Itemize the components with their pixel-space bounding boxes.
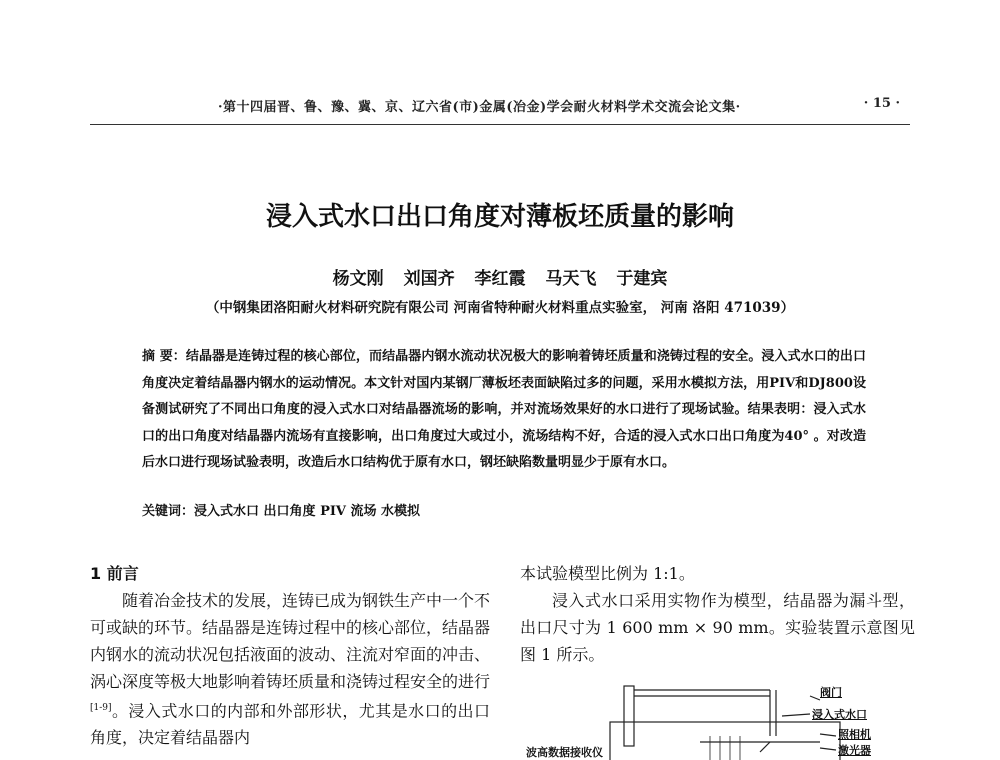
beam-line [760, 742, 770, 752]
keywords-label: 关键词： [142, 504, 195, 519]
section-heading: 1 前言 [90, 564, 139, 583]
label-nozzle: 浸入式水口 [812, 708, 867, 721]
page-number: · 15 · [863, 96, 900, 111]
leader-valve [810, 696, 820, 700]
setup-paragraph: 浸入式水口采用实物作为模型，结晶器为漏斗型，出口尺寸为 1 600 mm × 90 mm。实验装置示意图见图 1 所示。 [520, 591, 915, 664]
left-column [90, 560, 490, 751]
figure-1-apparatus [520, 676, 920, 760]
intro-paragraph [90, 587, 490, 751]
label-valve: 阀门 [820, 686, 842, 699]
leader-camera [820, 734, 836, 736]
right-column [520, 560, 915, 668]
label-wave-receiver: 波高数据接收仪 [526, 746, 603, 759]
label-laser: 激光器 [838, 744, 871, 757]
abstract [142, 344, 866, 477]
mold-outline [610, 722, 840, 760]
intro-text-cont: 。浸入式水口的内部和外部形状，尤其是水口的出口角度，决定着结晶器内 [90, 701, 490, 748]
running-header [90, 96, 910, 120]
affiliation: （中钢集团洛阳耐火材料研究院有限公司 河南省特种耐火材料重点实验室， 河南 洛阳 471039） [205, 300, 795, 316]
intro-text: 随着冶金技术的发展，连铸已成为钢铁生产中一个不可或缺的环节。结晶器是连铸过程中的核心部位，结晶器内钢水的流动状况包括液面的波动、注流对窄面的冲击、涡心深度等极大地影响着铸坯质量和浇铸过程安全的进行 [90, 591, 491, 691]
citation: [1-9] [90, 703, 112, 713]
header-rule [90, 124, 910, 125]
keywords-text: 浸入式水口 出口角度 PIV 流场 水模拟 [194, 504, 421, 519]
paper-title: 浸入式水口出口角度对薄板坯质量的影响 [265, 202, 734, 232]
header-title: ·第十四届晋、鲁、豫、冀、京、辽六省(市)金属(冶金)学会耐火材料学术交流会论文集· [218, 100, 741, 115]
label-camera: 照相机 [838, 728, 871, 741]
leader-laser [820, 748, 836, 750]
abstract-label: 摘 要： [142, 349, 186, 364]
model-scale-line: 本试验模型比例为 1:1。 [520, 564, 695, 583]
authors: 杨文刚 刘国齐 李红霞 马天飞 于建宾 [332, 269, 668, 289]
keywords [142, 500, 866, 519]
abstract-text: 结晶器是连铸过程的核心部位，而结晶器内钢水流动状况极大的影响着铸坯质量和浇铸过程的安全。浸入式水口的出口角度决定着结晶器内钢水的运动情况。本文针对国内某钢厂薄板坯表面缺陷过多的问题，采用水模拟方法，用PIV和DJ800设备测试研究了不同出口角度的浸入式水口对结晶器流场的影响，并对流场效果好的水口进行了现场试验。结果表明：浸入式水口的出口角度对结晶器内流场有直接影响，出口角度过大或过小，流场结构不好，合适的浸入式水口出口角度为40° 。对改造后水口进行现场试验表明，改造后水口结构优于原有水口，钢坯缺陷数量明显少于原有水口。 [142, 349, 866, 470]
supply-pipe [624, 686, 634, 746]
leader-nozzle [782, 714, 810, 716]
